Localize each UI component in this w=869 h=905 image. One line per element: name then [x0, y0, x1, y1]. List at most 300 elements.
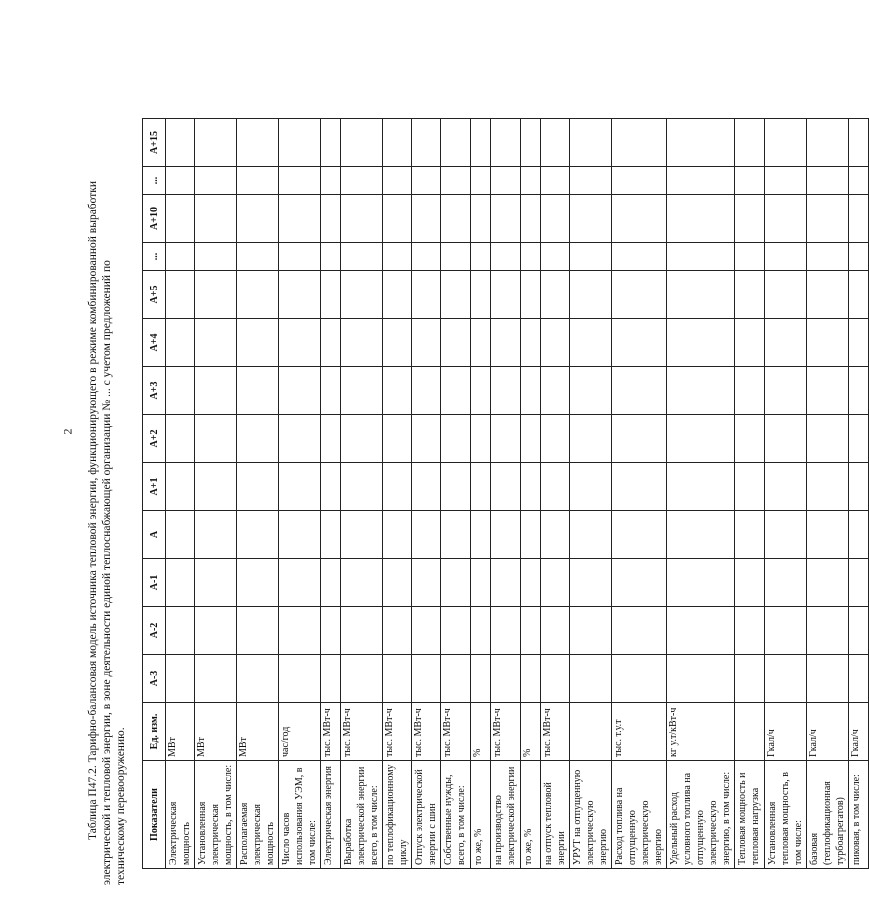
empty-value-cell: [849, 655, 869, 703]
empty-value-cell: [412, 319, 441, 367]
empty-value-cell: [195, 319, 237, 367]
empty-value-cell: [383, 119, 412, 167]
empty-value-cell: [612, 119, 667, 167]
empty-value-cell: [441, 119, 471, 167]
empty-value-cell: [735, 367, 765, 415]
table-row: [612, 119, 667, 869]
empty-value-cell: [521, 119, 541, 167]
table-row: [237, 119, 279, 869]
empty-value-cell: [570, 195, 612, 243]
empty-value-cell: [195, 559, 237, 607]
empty-value-cell: [612, 559, 667, 607]
empty-value-cell: [735, 415, 765, 463]
empty-value-cell: [441, 243, 471, 271]
empty-value-cell: [321, 511, 341, 559]
empty-value-cell: [735, 511, 765, 559]
header-period: А+4: [143, 319, 166, 367]
table-row: [195, 119, 237, 869]
row-indicator: по теплофикационному циклу: [383, 761, 412, 869]
empty-value-cell: [735, 167, 765, 195]
header-period: А+10: [143, 195, 166, 243]
empty-value-cell: [441, 511, 471, 559]
empty-value-cell: [279, 607, 321, 655]
empty-value-cell: [321, 167, 341, 195]
empty-value-cell: [570, 415, 612, 463]
empty-value-cell: [541, 511, 570, 559]
empty-value-cell: [321, 559, 341, 607]
empty-value-cell: [412, 463, 441, 511]
row-unit: тыс. т.у.т: [612, 703, 667, 761]
empty-value-cell: [849, 119, 869, 167]
empty-value-cell: [279, 195, 321, 243]
empty-value-cell: [541, 319, 570, 367]
empty-value-cell: [383, 243, 412, 271]
empty-value-cell: [166, 367, 195, 415]
table-row: [412, 119, 441, 869]
empty-value-cell: [471, 415, 491, 463]
empty-value-cell: [491, 607, 521, 655]
empty-value-cell: [849, 463, 869, 511]
empty-value-cell: [166, 319, 195, 367]
empty-value-cell: [807, 367, 849, 415]
empty-value-cell: [521, 511, 541, 559]
table-row: [570, 119, 612, 869]
empty-value-cell: [735, 319, 765, 367]
empty-value-cell: [279, 119, 321, 167]
table-row: [667, 119, 735, 869]
caption-line-2: электрической и тепловой энергии, в зоне деятельности единой теплоснабжающей организации № ... с учетом предложений по: [101, 260, 113, 885]
empty-value-cell: [471, 319, 491, 367]
empty-value-cell: [341, 367, 383, 415]
empty-value-cell: [541, 463, 570, 511]
empty-value-cell: [765, 243, 807, 271]
empty-value-cell: [471, 655, 491, 703]
empty-value-cell: [521, 559, 541, 607]
empty-value-cell: [849, 415, 869, 463]
empty-value-cell: [667, 167, 735, 195]
row-unit: час/год: [279, 703, 321, 761]
empty-value-cell: [765, 559, 807, 607]
header-period: ...: [143, 167, 166, 195]
empty-value-cell: [341, 559, 383, 607]
empty-value-cell: [471, 195, 491, 243]
empty-value-cell: [237, 271, 279, 319]
empty-value-cell: [412, 243, 441, 271]
empty-value-cell: [195, 607, 237, 655]
empty-value-cell: [541, 607, 570, 655]
empty-value-cell: [471, 463, 491, 511]
empty-value-cell: [471, 271, 491, 319]
empty-value-cell: [237, 607, 279, 655]
empty-value-cell: [441, 271, 471, 319]
empty-value-cell: [491, 511, 521, 559]
row-indicator: Собственные нужды, всего, в том числе:: [441, 761, 471, 869]
empty-value-cell: [667, 367, 735, 415]
empty-value-cell: [237, 415, 279, 463]
empty-value-cell: [166, 243, 195, 271]
empty-value-cell: [612, 415, 667, 463]
header-indicator: Показатели: [143, 761, 166, 869]
empty-value-cell: [570, 119, 612, 167]
header-period: А+2: [143, 415, 166, 463]
header-period: А+5: [143, 271, 166, 319]
empty-value-cell: [667, 463, 735, 511]
empty-value-cell: [471, 367, 491, 415]
empty-value-cell: [383, 167, 412, 195]
empty-value-cell: [341, 655, 383, 703]
empty-value-cell: [570, 463, 612, 511]
empty-value-cell: [441, 607, 471, 655]
empty-value-cell: [441, 319, 471, 367]
row-unit: %: [471, 703, 491, 761]
row-indicator: Установленная электрическая мощность, в том числе:: [195, 761, 237, 869]
empty-value-cell: [279, 463, 321, 511]
empty-value-cell: [849, 559, 869, 607]
empty-value-cell: [321, 655, 341, 703]
header-period: А-3: [143, 655, 166, 703]
empty-value-cell: [341, 195, 383, 243]
header-period: А: [143, 511, 166, 559]
empty-value-cell: [195, 195, 237, 243]
empty-value-cell: [279, 271, 321, 319]
empty-value-cell: [412, 167, 441, 195]
empty-value-cell: [279, 319, 321, 367]
table-row: [491, 119, 521, 869]
empty-value-cell: [237, 655, 279, 703]
empty-value-cell: [321, 319, 341, 367]
empty-value-cell: [441, 195, 471, 243]
row-indicator: УРУТ на отпущенную электрическую энергию: [570, 761, 612, 869]
row-unit: [570, 703, 612, 761]
empty-value-cell: [237, 511, 279, 559]
empty-value-cell: [807, 415, 849, 463]
row-indicator: Тепловая мощность и тепловая нагрузка: [735, 761, 765, 869]
empty-value-cell: [383, 511, 412, 559]
empty-value-cell: [412, 271, 441, 319]
empty-value-cell: [667, 119, 735, 167]
caption-line-3: техническому перевооружению.: [115, 727, 127, 885]
caption-line-1: Таблица П47.2. Тарифно-балансовая модель источника тепловой энергии, функционирующего в режиме комбинированной выработки: [87, 180, 99, 840]
empty-value-cell: [765, 655, 807, 703]
empty-value-cell: [341, 463, 383, 511]
empty-value-cell: [195, 463, 237, 511]
empty-value-cell: [521, 243, 541, 271]
header-period: А-1: [143, 559, 166, 607]
empty-value-cell: [612, 167, 667, 195]
empty-value-cell: [765, 463, 807, 511]
empty-value-cell: [612, 655, 667, 703]
row-unit: %: [521, 703, 541, 761]
row-unit: тыс. МВт-ч: [541, 703, 570, 761]
empty-value-cell: [237, 559, 279, 607]
empty-value-cell: [807, 195, 849, 243]
table-row: [807, 119, 849, 869]
empty-value-cell: [279, 415, 321, 463]
table-row: [849, 119, 869, 869]
empty-value-cell: [491, 463, 521, 511]
empty-value-cell: [321, 607, 341, 655]
empty-value-cell: [765, 271, 807, 319]
empty-value-cell: [471, 511, 491, 559]
empty-value-cell: [570, 655, 612, 703]
empty-value-cell: [279, 655, 321, 703]
empty-value-cell: [166, 415, 195, 463]
rotated-page-content: [74, 10, 862, 895]
empty-value-cell: [237, 243, 279, 271]
empty-value-cell: [491, 119, 521, 167]
empty-value-cell: [341, 271, 383, 319]
empty-value-cell: [491, 367, 521, 415]
empty-value-cell: [237, 319, 279, 367]
empty-value-cell: [541, 195, 570, 243]
empty-value-cell: [341, 415, 383, 463]
empty-value-cell: [441, 463, 471, 511]
empty-value-cell: [735, 195, 765, 243]
empty-value-cell: [849, 271, 869, 319]
empty-value-cell: [541, 167, 570, 195]
empty-value-cell: [279, 243, 321, 271]
header-period: ...: [143, 243, 166, 271]
empty-value-cell: [541, 271, 570, 319]
empty-value-cell: [412, 559, 441, 607]
empty-value-cell: [735, 119, 765, 167]
empty-value-cell: [667, 195, 735, 243]
row-indicator: пиковая, в том числе:: [849, 761, 869, 869]
empty-value-cell: [341, 319, 383, 367]
empty-value-cell: [166, 655, 195, 703]
empty-value-cell: [849, 243, 869, 271]
empty-value-cell: [195, 655, 237, 703]
empty-value-cell: [321, 415, 341, 463]
empty-value-cell: [195, 511, 237, 559]
empty-value-cell: [341, 243, 383, 271]
empty-value-cell: [279, 167, 321, 195]
empty-value-cell: [195, 367, 237, 415]
empty-value-cell: [412, 607, 441, 655]
empty-value-cell: [541, 559, 570, 607]
empty-value-cell: [195, 119, 237, 167]
empty-value-cell: [279, 559, 321, 607]
row-indicator: то же, %: [471, 761, 491, 869]
row-indicator: Установленная тепловая мощность, в том числе:: [765, 761, 807, 869]
row-unit: МВт: [237, 703, 279, 761]
row-unit: тыс. МВт-ч: [491, 703, 521, 761]
empty-value-cell: [195, 243, 237, 271]
row-unit: МВт: [195, 703, 237, 761]
empty-value-cell: [612, 271, 667, 319]
empty-value-cell: [807, 243, 849, 271]
empty-value-cell: [612, 607, 667, 655]
table-body: [166, 119, 869, 869]
empty-value-cell: [612, 243, 667, 271]
empty-value-cell: [441, 559, 471, 607]
empty-value-cell: [166, 167, 195, 195]
empty-value-cell: [491, 167, 521, 195]
row-unit: Гкал/ч: [807, 703, 849, 761]
table-row: [383, 119, 412, 869]
empty-value-cell: [735, 607, 765, 655]
empty-value-cell: [521, 167, 541, 195]
empty-value-cell: [849, 167, 869, 195]
table-row: [321, 119, 341, 869]
empty-value-cell: [471, 559, 491, 607]
empty-value-cell: [849, 607, 869, 655]
empty-value-cell: [412, 511, 441, 559]
row-indicator: Выработка электрической энергии всего, в том числе:: [341, 761, 383, 869]
empty-value-cell: [412, 655, 441, 703]
empty-value-cell: [341, 511, 383, 559]
row-indicator: на производство электрической энергии: [491, 761, 521, 869]
empty-value-cell: [612, 367, 667, 415]
empty-value-cell: [667, 655, 735, 703]
empty-value-cell: [279, 367, 321, 415]
empty-value-cell: [667, 607, 735, 655]
empty-value-cell: [166, 559, 195, 607]
empty-value-cell: [667, 511, 735, 559]
empty-value-cell: [521, 463, 541, 511]
empty-value-cell: [166, 607, 195, 655]
row-unit: Гкал/ч: [765, 703, 807, 761]
row-indicator: Расход топлива на отпущенную электрическую энергию: [612, 761, 667, 869]
empty-value-cell: [807, 559, 849, 607]
empty-value-cell: [667, 243, 735, 271]
empty-value-cell: [412, 119, 441, 167]
empty-value-cell: [570, 511, 612, 559]
empty-value-cell: [521, 367, 541, 415]
empty-value-cell: [570, 167, 612, 195]
empty-value-cell: [383, 655, 412, 703]
empty-value-cell: [765, 367, 807, 415]
empty-value-cell: [541, 243, 570, 271]
empty-value-cell: [807, 119, 849, 167]
empty-value-cell: [765, 119, 807, 167]
table-row: [166, 119, 195, 869]
empty-value-cell: [321, 271, 341, 319]
empty-value-cell: [521, 195, 541, 243]
empty-value-cell: [491, 559, 521, 607]
empty-value-cell: [383, 319, 412, 367]
row-unit: Гкал/ч: [849, 703, 869, 761]
page-number: 2: [60, 428, 75, 435]
empty-value-cell: [541, 655, 570, 703]
empty-value-cell: [807, 655, 849, 703]
table-header-row: [143, 119, 166, 869]
empty-value-cell: [383, 415, 412, 463]
empty-value-cell: [383, 271, 412, 319]
header-period: А+1: [143, 463, 166, 511]
header-period: А+3: [143, 367, 166, 415]
table-row: [765, 119, 807, 869]
empty-value-cell: [166, 511, 195, 559]
empty-value-cell: [807, 319, 849, 367]
empty-value-cell: [521, 271, 541, 319]
empty-value-cell: [441, 655, 471, 703]
empty-value-cell: [612, 511, 667, 559]
empty-value-cell: [341, 607, 383, 655]
row-indicator: Удельный расход условного топлива на отпущенную электрическую энергию, в том числе:: [667, 761, 735, 869]
table-row: [279, 119, 321, 869]
empty-value-cell: [570, 271, 612, 319]
empty-value-cell: [765, 319, 807, 367]
empty-value-cell: [237, 463, 279, 511]
empty-value-cell: [237, 367, 279, 415]
empty-value-cell: [570, 367, 612, 415]
empty-value-cell: [341, 167, 383, 195]
table-row: [341, 119, 383, 869]
empty-value-cell: [341, 119, 383, 167]
empty-value-cell: [735, 243, 765, 271]
empty-value-cell: [849, 367, 869, 415]
empty-value-cell: [471, 119, 491, 167]
empty-value-cell: [491, 195, 521, 243]
table-row: [441, 119, 471, 869]
empty-value-cell: [195, 415, 237, 463]
empty-value-cell: [491, 271, 521, 319]
row-unit: тыс. МВт-ч: [341, 703, 383, 761]
row-indicator: на отпуск тепловой энергии: [541, 761, 570, 869]
empty-value-cell: [765, 511, 807, 559]
table-row: [471, 119, 491, 869]
empty-value-cell: [321, 367, 341, 415]
empty-value-cell: [491, 655, 521, 703]
empty-value-cell: [735, 271, 765, 319]
empty-value-cell: [383, 367, 412, 415]
empty-value-cell: [541, 119, 570, 167]
empty-value-cell: [541, 367, 570, 415]
empty-value-cell: [735, 559, 765, 607]
row-unit: тыс. МВт-ч: [412, 703, 441, 761]
empty-value-cell: [667, 319, 735, 367]
empty-value-cell: [521, 607, 541, 655]
empty-value-cell: [807, 607, 849, 655]
empty-value-cell: [765, 195, 807, 243]
empty-value-cell: [570, 319, 612, 367]
empty-value-cell: [667, 415, 735, 463]
table-row: [541, 119, 570, 869]
row-indicator: базовая (теплофикационная турбоагрегатов): [807, 761, 849, 869]
empty-value-cell: [237, 167, 279, 195]
empty-value-cell: [441, 367, 471, 415]
empty-value-cell: [321, 195, 341, 243]
empty-value-cell: [667, 271, 735, 319]
empty-value-cell: [807, 271, 849, 319]
tariff-balance-table: [142, 118, 869, 869]
row-indicator: то же, %: [521, 761, 541, 869]
empty-value-cell: [521, 319, 541, 367]
empty-value-cell: [471, 167, 491, 195]
row-indicator: Электрическая мощность: [166, 761, 195, 869]
empty-value-cell: [849, 511, 869, 559]
empty-value-cell: [383, 607, 412, 655]
empty-value-cell: [412, 195, 441, 243]
empty-value-cell: [195, 271, 237, 319]
header-period: А+15: [143, 119, 166, 167]
empty-value-cell: [321, 463, 341, 511]
empty-value-cell: [321, 119, 341, 167]
row-unit: МВт: [166, 703, 195, 761]
empty-value-cell: [279, 511, 321, 559]
empty-value-cell: [570, 243, 612, 271]
empty-value-cell: [441, 415, 471, 463]
empty-value-cell: [735, 655, 765, 703]
row-unit: тыс. МВт-ч: [383, 703, 412, 761]
empty-value-cell: [491, 243, 521, 271]
row-indicator: Располагаемая электрическая мощность: [237, 761, 279, 869]
table-caption: [86, 35, 128, 885]
row-indicator: Электрическая энергия: [321, 761, 341, 869]
empty-value-cell: [541, 415, 570, 463]
table-row: [521, 119, 541, 869]
